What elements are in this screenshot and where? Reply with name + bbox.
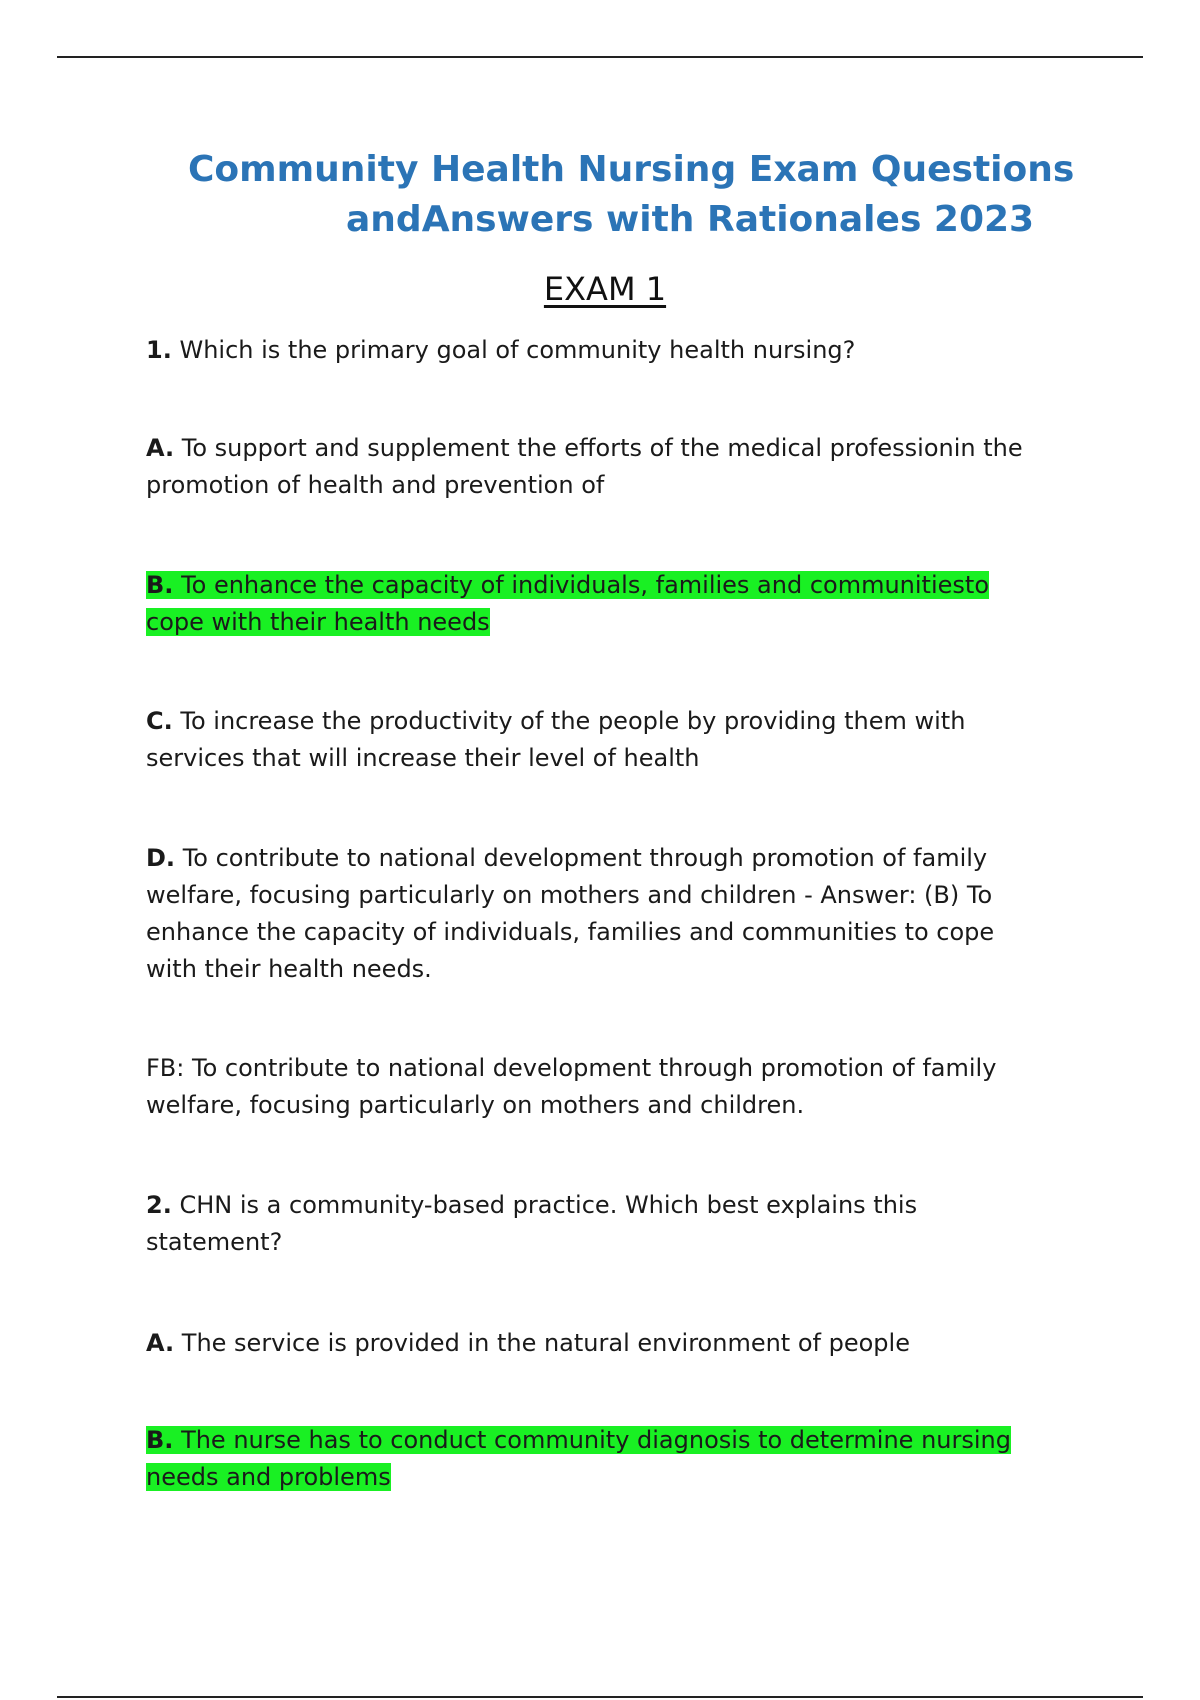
option-text: The service is provided in the natural environment of people bbox=[181, 1329, 910, 1357]
option-1d bbox=[146, 840, 1046, 988]
top-rule bbox=[57, 56, 1143, 58]
question-number: 1. bbox=[146, 336, 172, 364]
option-text: To contribute to national development through promotion of family welfare, focusing particularly on mothers and children - Answer: (B) To enhance the capacity of individuals, families and communities to cope with their health needs. bbox=[146, 844, 995, 983]
option-1a bbox=[146, 430, 1046, 504]
option-label: D. bbox=[146, 844, 176, 872]
title-line-2: andAnswers with Rationales 2023 bbox=[346, 199, 1035, 240]
option-1b-correct bbox=[146, 567, 1046, 641]
option-2a bbox=[146, 1325, 1046, 1362]
option-label: C. bbox=[146, 707, 173, 735]
option-text: To increase the productivity of the people by providing them with services that will increase their level of health bbox=[146, 707, 966, 772]
option-1c bbox=[146, 703, 1046, 777]
option-text: The nurse has to conduct community diagnosis to determine nursing needs and problems bbox=[146, 1426, 1011, 1491]
question-number: 2. bbox=[146, 1191, 172, 1219]
bottom-rule bbox=[57, 1696, 1143, 1698]
question-text: CHN is a community-based practice. Which best explains this statement? bbox=[146, 1191, 918, 1256]
question-2 bbox=[146, 1187, 1046, 1261]
exam-heading: EXAM 1 bbox=[543, 270, 667, 308]
option-label: A. bbox=[146, 1329, 175, 1357]
option-label: B. bbox=[146, 571, 174, 599]
document-title bbox=[0, 145, 1200, 245]
title-line-1: Community Health Nursing Exam Questions bbox=[188, 149, 1075, 190]
feedback-1: FB: To contribute to national development through promotion of family welfare, focusing particularly on mothers and children. bbox=[146, 1054, 997, 1119]
question-1 bbox=[146, 332, 1046, 369]
option-text: To enhance the capacity of individuals, families and communitiesto cope with their health needs bbox=[146, 571, 989, 636]
option-text: To support and supplement the efforts of the medical professionin the promotion of health and prevention of bbox=[146, 434, 1023, 499]
option-label: A. bbox=[146, 434, 175, 462]
question-text: Which is the primary goal of community health nursing? bbox=[179, 336, 856, 364]
option-2b-correct bbox=[146, 1422, 1046, 1496]
option-label: B. bbox=[146, 1426, 174, 1454]
